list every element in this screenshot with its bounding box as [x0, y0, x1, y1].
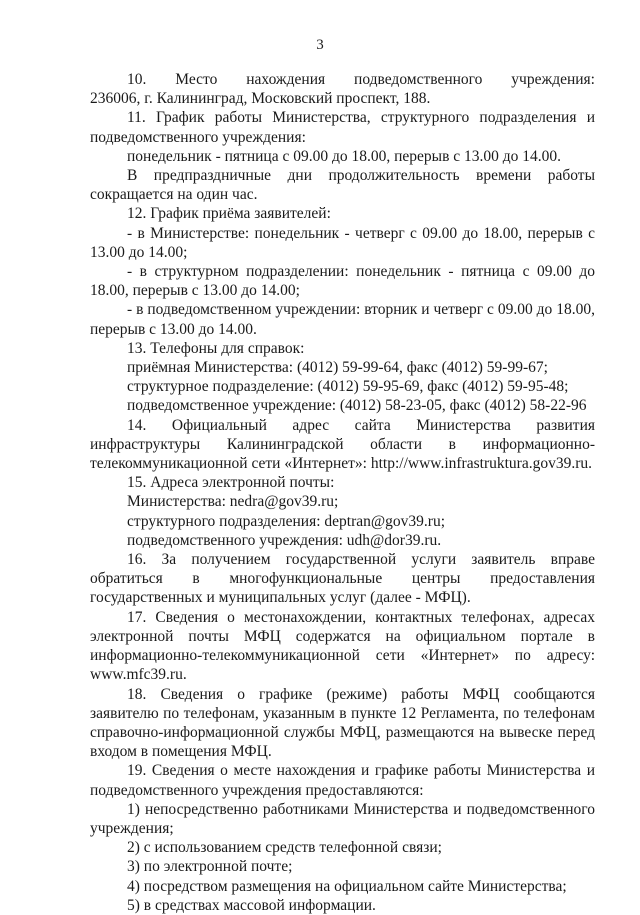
document-body: [90, 70, 595, 915]
paragraph-p12c: - в подведомственном учреждении: вторник и четверг с 09.00 до 18.00, перерыв с 13.00 до 14.00.: [90, 301, 595, 338]
paragraph-p13b: структурное подразделение: (4012) 59-95-69, факс (4012) 59-95-48;: [127, 378, 569, 396]
paragraph-p11a: понедельник - пятница с 09.00 до 18.00, перерыв с 13.00 до 14.00.: [127, 147, 562, 165]
paragraph-p13: 13. Телефоны для справок:: [127, 339, 305, 357]
paragraph-p12a: - в Министерстве: понедельник - четверг с 09.00 до 18.00, перерыв с 13.00 до 14.00;: [90, 224, 595, 261]
paragraph-p11: 11. График работы Министерства, структурного подразделения и подведомственного учреждения:: [90, 109, 595, 146]
paragraph-p19: 19. Сведения о месте нахождения и графике работы Министерства и подведомственного учреждения предоставляются:: [90, 762, 595, 799]
paragraph-p19d: 4) посредством размещения на официальном сайте Министерства;: [127, 877, 567, 895]
paragraph-p13c: подведомственное учреждение: (4012) 58-23-05, факс (4012) 58-22-96: [127, 397, 587, 415]
paragraph-p18: 18. Сведения о графике (режиме) работы МФЦ сообщаются заявителю по телефонам, указанным в пункте 12 Регламента, по телефонам справочно-информационной службы МФЦ, размещаются на вывеске перед входом в помещения МФЦ.: [90, 685, 595, 761]
paragraph-p12: 12. График приёма заявителей:: [127, 205, 331, 223]
paragraph-p15b: структурного подразделения: deptran@gov39.ru;: [127, 512, 446, 530]
paragraph-p10b: 236006, г. Калининград, Московский проспект, 188.: [90, 90, 431, 108]
paragraph-p19c: 3) по электронной почте;: [127, 858, 293, 876]
paragraph-p13a: приёмная Министерства: (4012) 59-99-64, факс (4012) 59-99-67;: [127, 359, 548, 377]
paragraph-p10a: 10. Место нахождения подведомственного учреждения:: [127, 71, 595, 88]
paragraph-p16: 16. За получением государственной услуги заявитель вправе обратиться в многофункциональные центры предоставления государственных и муниципальных услуг (далее - МФЦ).: [90, 551, 595, 607]
page-number: 3: [316, 37, 324, 53]
paragraph-p19e: 5) в средствах массовой информации.: [127, 896, 376, 914]
paragraph-p14: 14. Официальный адрес сайта Министерства развития инфраструктуры Калининградской области в информационно-телекоммуникационной сети «Интернет»: http://www.infrastruktura.gov39.ru.: [90, 416, 595, 473]
paragraph-p15a: Министерства: nedra@gov39.ru;: [127, 493, 339, 511]
paragraph-p15c: подведомственного учреждения: udh@dor39.ru.: [127, 531, 442, 549]
paragraph-p12b: - в структурном подразделении: понедельник - пятница с 09.00 до 18.00, перерыв с 13.00 до 14.00;: [90, 263, 595, 300]
paragraph-p19a: 1) непосредственно работниками Министерства и подведомственного учреждения;: [90, 800, 595, 837]
paragraph-p17: 17. Сведения о местонахождении, контактных телефонах, адресах электронной почты МФЦ содержатся на официальном портале в информационно-телекоммуникационной сети «Интернет» по адресу: www.mfc39.ru.: [90, 608, 595, 684]
paragraph-p15: 15. Адреса электронной почты:: [127, 474, 335, 492]
paragraph-p19b: 2) с использованием средств телефонной связи;: [127, 839, 442, 857]
paragraph-p11b: В предпраздничные дни продолжительность времени работы сокращается на один час.: [90, 167, 595, 204]
